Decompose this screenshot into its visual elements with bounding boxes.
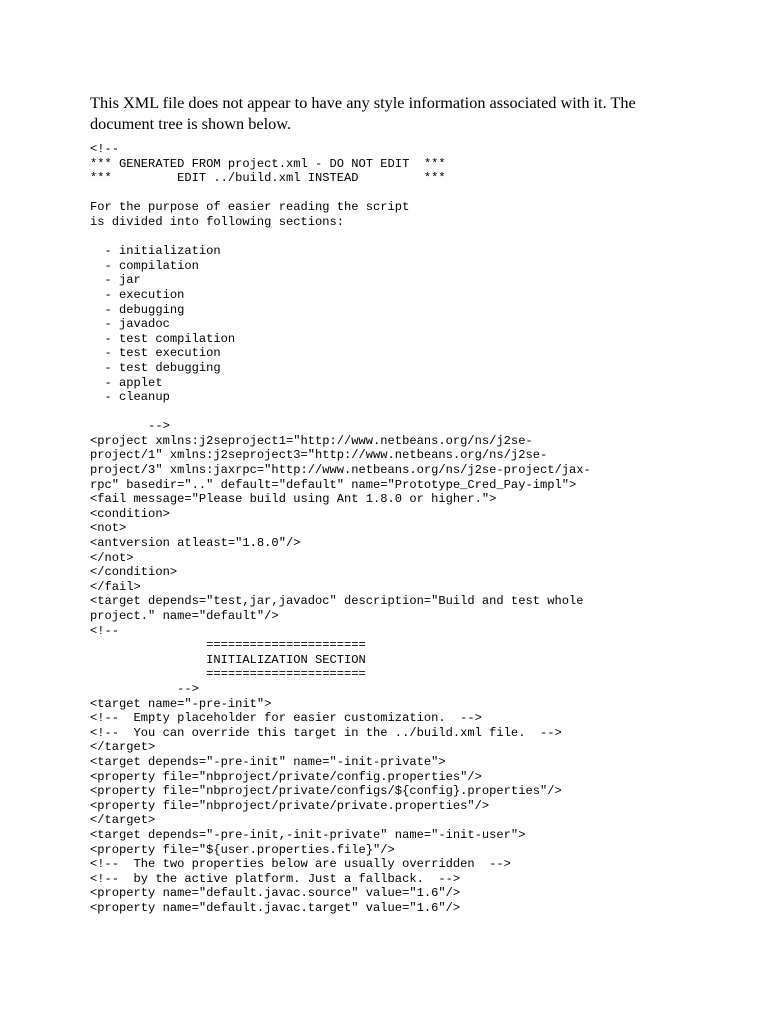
xml-line: project/3" xmlns:jaxrpc="http://www.netbeans.org/ns/j2se-project/jax-	[90, 463, 591, 478]
xml-line: <target depends="-pre-init" name="-init-private">	[90, 754, 446, 769]
xml-line: <!-- You can override this target in the ../build.xml file. -->	[90, 725, 562, 740]
xml-line: <project xmlns:j2seproject1="http://www.netbeans.org/ns/j2se-	[90, 433, 533, 448]
xml-line: <fail message="Please build using Ant 1.8.0 or higher.">	[90, 492, 497, 507]
xml-line: - test execution	[90, 346, 221, 361]
xml-line: <property file="nbproject/private/config.properties"/>	[90, 769, 482, 784]
xml-line: <!--	[90, 623, 120, 638]
xml-line: *** EDIT ../build.xml INSTEAD ***	[90, 171, 446, 186]
xml-line: - execution	[90, 287, 185, 302]
xml-line: <!-- by the active platform. Just a fallback. -->	[90, 871, 461, 886]
xml-line: rpc" basedir=".." default="default" name="Prototype_Cred_Pay-impl">	[90, 477, 577, 492]
xml-line: <!-- The two properties below are usually overridden -->	[90, 857, 511, 872]
xml-line: <!--	[90, 142, 120, 156]
xml-line	[90, 405, 690, 420]
xml-line: <property file="${user.properties.file}"/>	[90, 842, 395, 857]
xml-line: project/1" xmlns:j2seproject3="http://www.netbeans.org/ns/j2se-	[90, 448, 548, 463]
xml-line: <property file="nbproject/private/configs/${config}.properties"/>	[90, 784, 562, 799]
xml-line: </condition>	[90, 565, 178, 580]
xml-line: <condition>	[90, 506, 170, 521]
xml-line: <target depends="test,jar,javadoc" description="Build and test whole	[90, 594, 584, 609]
xml-line: project." name="default"/>	[90, 609, 279, 623]
xml-line: - compilation	[90, 258, 199, 273]
xml-line: -->	[90, 681, 199, 696]
xml-line: - jar	[90, 273, 141, 288]
xml-line: - initialization	[90, 244, 221, 259]
xml-line: <target depends="-pre-init,-init-private" name="-init-user">	[90, 827, 526, 842]
xml-line: </target>	[90, 740, 156, 755]
no-style-notice: This XML file does not appear to have any style information associated with it. The document tree is shown below.	[90, 93, 636, 133]
xml-line: <target name="-pre-init">	[90, 696, 272, 711]
xml-line: - test debugging	[90, 360, 221, 375]
xml-line: -->	[90, 419, 170, 434]
xml-line: *** GENERATED FROM project.xml - DO NOT EDIT ***	[90, 156, 446, 171]
xml-line: </not>	[90, 550, 134, 565]
xml-line	[90, 230, 690, 245]
document-tree	[90, 142, 690, 915]
xml-line: <property name="default.javac.source" value="1.6"/>	[90, 886, 461, 901]
xml-line: For the purpose of easier reading the script	[90, 200, 410, 215]
xml-line: - test compilation	[90, 331, 236, 346]
xml-line: - javadoc	[90, 317, 170, 332]
xml-line: <antversion atleast="1.8.0"/>	[90, 536, 301, 551]
xml-line: <not>	[90, 521, 127, 536]
xml-line: - cleanup	[90, 390, 170, 405]
xml-line: ======================	[90, 667, 366, 682]
xml-line: - debugging	[90, 302, 185, 317]
xml-line: </fail>	[90, 579, 141, 594]
xml-line: ======================	[90, 638, 366, 653]
xml-line: <!-- Empty placeholder for easier customization. -->	[90, 711, 482, 726]
xml-line: INITIALIZATION SECTION	[90, 652, 366, 667]
xml-line: <property name="default.javac.target" value="1.6"/>	[90, 900, 461, 915]
xml-line: is divided into following sections:	[90, 214, 345, 229]
xml-line: - applet	[90, 375, 163, 390]
xml-line	[90, 186, 690, 201]
xml-line: <property file="nbproject/private/private.properties"/>	[90, 798, 490, 813]
xml-viewer-page	[90, 92, 690, 915]
xml-line: </target>	[90, 813, 156, 828]
